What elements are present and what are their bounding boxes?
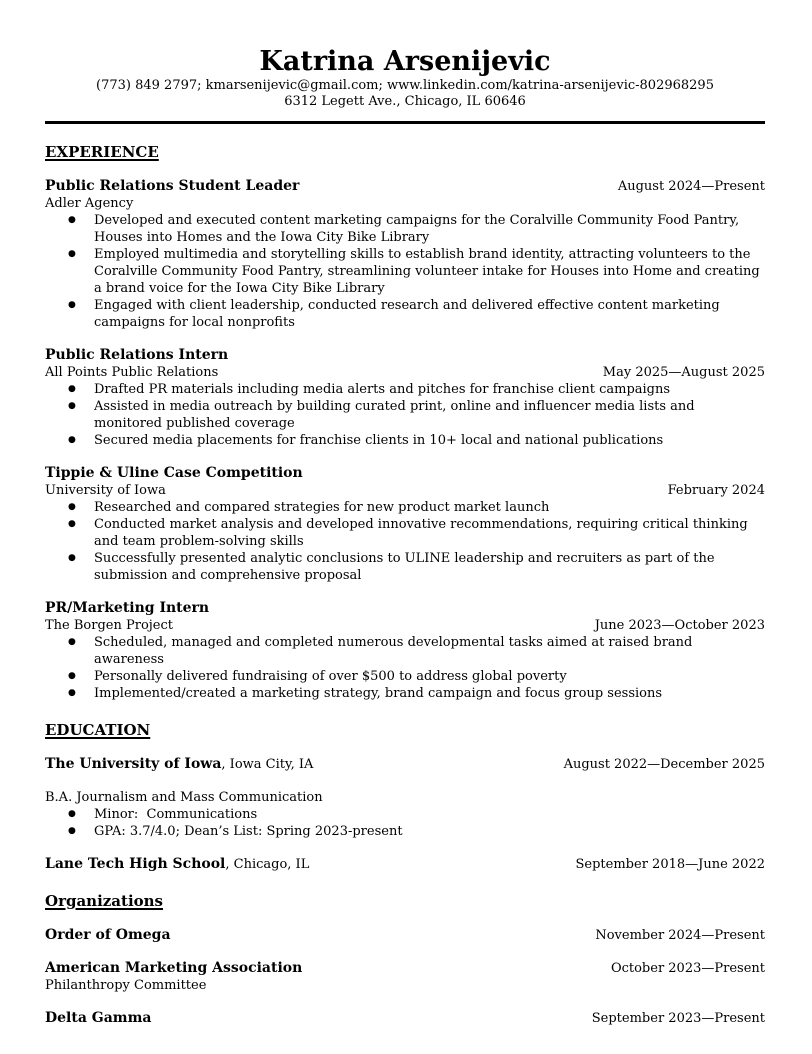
school-location: , Chicago, IL [225, 857, 310, 872]
bullet-item: ● Assisted in media outreach by building curated print, online and influencer media lists and monitored published coverage [94, 398, 765, 432]
job-org-row [45, 617, 765, 634]
job-entry [45, 600, 765, 702]
job-title-row [45, 465, 765, 482]
job-org: The Borgen Project [45, 618, 174, 633]
job-title: Public Relations Intern [45, 347, 229, 363]
school-date: August 2022—December 2025 [563, 757, 765, 772]
organization-row [45, 927, 765, 944]
bullet-item: ● Engaged with client leadership, conducted research and delivered effective content marketing campaigns for local nonprofits [94, 297, 765, 331]
school-entry [45, 856, 765, 873]
experience-heading: EXPERIENCE [45, 143, 159, 161]
job-org: Adler Agency [45, 196, 134, 211]
job-org: University of Iowa [45, 483, 166, 498]
header-divider [45, 121, 765, 124]
bullet-item: ● Implemented/created a marketing strategy, brand campaign and focus group sessions [94, 685, 765, 702]
job-entry [45, 465, 765, 584]
job-bullets [45, 212, 765, 331]
job-org-date: June 2023—October 2023 [594, 618, 765, 633]
organization-entry [45, 927, 765, 944]
job-entry [45, 347, 765, 449]
school-row [45, 856, 765, 873]
school-name: The University of Iowa [45, 756, 222, 772]
organization-entry [45, 1010, 765, 1027]
job-title-row [45, 600, 765, 617]
bullet-item: ● Drafted PR materials including media alerts and pitches for franchise client campaigns [94, 381, 765, 398]
job-org: All Points Public Relations [45, 365, 219, 380]
job-date: August 2024—Present [617, 179, 765, 194]
job-title-row [45, 347, 765, 364]
job-title-row [45, 178, 765, 195]
job-entry [45, 178, 765, 331]
school-name-line [45, 756, 313, 773]
organizations-section [45, 892, 765, 1027]
job-bullets [45, 634, 765, 702]
job-org-row [45, 195, 765, 212]
bullet-item: ● GPA: 3.7/4.0; Dean’s List: Spring 2023-present [94, 823, 765, 840]
job-org-row [45, 364, 765, 381]
education-section [45, 721, 765, 873]
job-org-date: February 2024 [667, 483, 765, 498]
organization-row [45, 960, 765, 977]
education-heading: EDUCATION [45, 721, 151, 739]
school-entry [45, 756, 765, 773]
resume-header [45, 46, 765, 124]
organization-date: November 2024—Present [595, 928, 765, 943]
contact-line-1: (773) 849 2797; kmarsenijevic@gmail.com; www.linkedin.com/katrina-arsenijevic-802968295 [96, 78, 714, 93]
job-org-row [45, 482, 765, 499]
job-title: Public Relations Student Leader [45, 178, 300, 194]
organizations-heading: Organizations [45, 892, 164, 910]
organization-name: Order of Omega [45, 927, 171, 943]
bullet-item: ● Developed and executed content marketing campaigns for the Coralville Community Food Pantry, Houses into Homes and the Iowa City Bike Library [94, 212, 765, 246]
bullet-item: ● Conducted market analysis and developed innovative recommendations, requiring critical thinking and team problem-solving skills [94, 516, 765, 550]
school-name: Lane Tech High School [45, 856, 226, 872]
school-name-line [45, 856, 309, 873]
bullet-item: ● Secured media placements for franchise clients in 10+ local and national publications [94, 432, 765, 449]
organization-entry [45, 960, 765, 994]
organization-name: American Marketing Association [45, 960, 303, 976]
bullet-item: ● Personally delivered fundraising of over $500 to address global poverty [94, 668, 765, 685]
job-bullets [45, 381, 765, 449]
job-title: PR/Marketing Intern [45, 600, 210, 616]
candidate-name: Katrina Arsenijevic [259, 46, 551, 77]
degree-bullets [45, 806, 765, 840]
bullet-item: ● Scheduled, managed and completed numerous developmental tasks aimed at raised brand awareness [94, 634, 765, 668]
organization-row [45, 1010, 765, 1027]
job-org-date: May 2025—August 2025 [602, 365, 765, 380]
degree-entry [45, 789, 765, 840]
job-title: Tippie & Uline Case Competition [45, 465, 303, 481]
organization-date: September 2023—Present [591, 1011, 765, 1026]
school-row [45, 756, 765, 773]
experience-section [45, 143, 765, 702]
job-bullets [45, 499, 765, 584]
contact-line-2: 6312 Legett Ave., Chicago, IL 60646 [284, 94, 526, 109]
bullet-item: ● Minor: Communications [94, 806, 765, 823]
bullet-item: ● Successfully presented analytic conclusions to ULINE leadership and recruiters as part of the submission and comprehensive proposal [94, 550, 765, 584]
degree: B.A. Journalism and Mass Communication [45, 790, 323, 805]
organization-name: Delta Gamma [45, 1010, 152, 1026]
organization-detail: Philanthropy Committee [45, 978, 207, 993]
school-date: September 2018—June 2022 [575, 857, 765, 872]
school-location: , Iowa City, IA [221, 757, 314, 772]
bullet-item: ● Employed multimedia and storytelling skills to establish brand identity, attracting volunteers to the Coralville Community Food Pantry, streamlining volunteer intake for Houses into Home and creating a brand voice for the Iowa City Bike Library [94, 246, 765, 297]
bullet-item: ● Researched and compared strategies for new product market launch [94, 499, 765, 516]
organization-date: October 2023—Present [610, 961, 765, 976]
